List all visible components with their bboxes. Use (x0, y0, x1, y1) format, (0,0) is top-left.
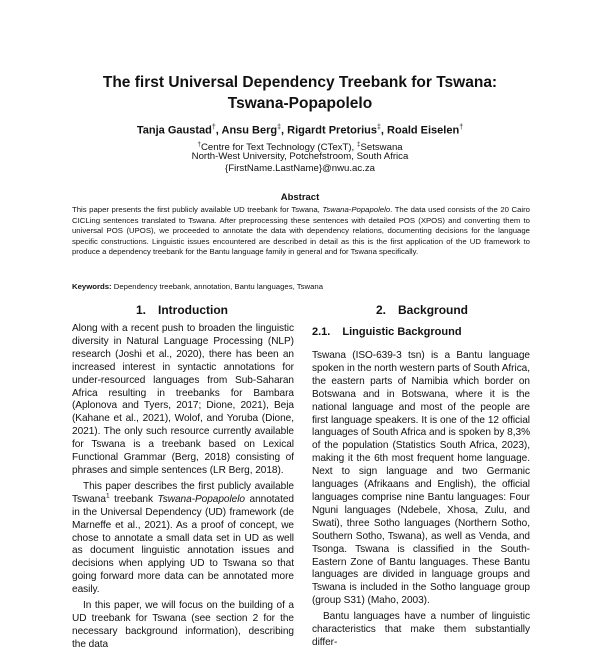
paragraph-text: annotated in the Universal Dependency (UD) framework (de Marneffe et al., 2021). As a proof of concept, we chose to annotate a small data set in UD as well as document linguistic annotation issues and decisions when applying UD to Tswana so that going forward more data can be annotated more easily. (72, 493, 295, 596)
author-affiliation-mark: † (459, 124, 464, 131)
contact-email: {FirstName.LastName}@nwu.ac.za (225, 163, 375, 174)
right-column-body (312, 350, 530, 650)
abstract-text-part: This paper presents the first publicly available UD treebank for Tswana, (72, 205, 323, 214)
affiliation-text: Setswana (360, 142, 403, 154)
affiliation-mark: † (197, 141, 201, 148)
section-number: 1. (136, 303, 147, 317)
paragraph-text: treebank (109, 493, 158, 505)
subsection-number: 2.1. (312, 326, 331, 338)
paragraph: Tswana (ISO-639-3 tsn) is a Bantu language spoken in the north western parts of South Africa, the eastern parts of Namibia which border on Botswana and in Botswana, where it is the national language and most of the people are first language speakers. It is one of the 12 official languages of South Africa and is spoken by 8,3% of the population (Statistics South Africa, 2023), making it the 6th most frequent home language. Next to sign language and two Germanic languages (Afrikaans and English), the official languages comprise nine Bantu languages: Four Nguni languages (Ndebele, Xhosa, Zulu, and Swati), three Sotho languages (Northern Sotho, Southern Sotho, Tswana), as well as Venda, and Tsonga. Tswana is classified in the South-Eastern Zone of Bantu languages. These Bantu languages are divided in language groups and Tswana is included in the Sotho language group (group S31) (Maho, 2003). (312, 350, 531, 607)
author-affiliation-mark: † (211, 124, 216, 131)
abstract-text-part: . The data used consists of the 20 Cairo CICLing sentences translated to Tswana. After preprocessing these sentences with detailed POS (XPOS) and converting them to universal POS (UPOS), we proceeded to annotate the data with dependency relations, documenting decisions for the language specific constructions. Linguistic issues encountered are described in detail as this is the first application of the UD framework to produce a dependency treebank for the Bantu language family in general and for Tswana specifically. (72, 205, 530, 257)
paragraph (72, 481, 294, 597)
paper-title-line-2: Tswana-Popapolelo (227, 95, 373, 112)
affiliation-line-2: North-West University, Potchefstroom, South Africa (191, 151, 409, 162)
left-column-body (72, 323, 294, 652)
author-affiliation-mark: ‡ (377, 124, 381, 131)
keywords (72, 282, 530, 291)
section-number: 2. (375, 303, 386, 317)
treebank-name: Tswana-Popapolelo (157, 493, 245, 505)
author-affiliation-mark: ‡ (277, 124, 282, 131)
author-list: Tanja Gaustad†, Ansu Berg‡, Rigardt Pretorius‡, Roald Eiselen† (136, 124, 464, 137)
abstract-treebank-name: Tswana-Popapolelo (322, 205, 391, 214)
keywords-label: Keywords: (72, 282, 112, 291)
subsection-heading-linguistic-background (312, 326, 462, 338)
affiliation-mark: ‡ (356, 141, 361, 148)
author-name: Roald Eiselen (387, 124, 460, 137)
subsection-title: Linguistic Background (342, 326, 462, 338)
section-heading-background (312, 303, 532, 317)
section-title: Background (398, 303, 469, 317)
footnote-ref: 1 (105, 492, 110, 500)
paragraph: Along with a recent push to broaden the linguistic diversity in Natural Language Processing (NLP) research (Joshi et al., 2020), there has been an increased interest in syntactic annotations for under-resourced languages from Sub-Saharan Africa resulting in treebanks for Bambara (Aplonova and Tyers, 2017; Dione, 2021), Beja (Kahane et al., 2021), Wolof, and Yoruba (Dione, 2021). The only such resource currently available for Tswana is a treebank based on Lexical Functional Grammar (Berg, 2018) consisting of phrases and simple sentences (LR Berg, 2018). (72, 323, 294, 476)
author-name: Rigardt Pretorius (287, 124, 378, 137)
paragraph: Bantu languages have a number of linguistic characteristics that make them substantially differ- (312, 611, 530, 648)
paragraph: In this paper, we will focus on the building of a UD treebank for Tswana (see section 2 for the necessary background information), describing the data (72, 600, 294, 650)
paper-title-line-1: The first Universal Dependency Treebank for Tswana: (102, 74, 498, 91)
paragraph-text: This paper describes the first publicly available Tswana (72, 480, 294, 505)
affiliation-text: Centre for Text Technology (CTexT), (200, 142, 357, 154)
section-title: Introduction (158, 303, 228, 317)
keywords-list: Dependency treebank, annotation, Bantu languages, Tswana (111, 282, 324, 291)
abstract-heading: Abstract (280, 192, 320, 203)
abstract-text (72, 205, 530, 258)
author-name: Tanja Gaustad (136, 124, 212, 137)
section-heading-introduction (72, 303, 292, 317)
author-name: Ansu Berg (221, 124, 278, 137)
